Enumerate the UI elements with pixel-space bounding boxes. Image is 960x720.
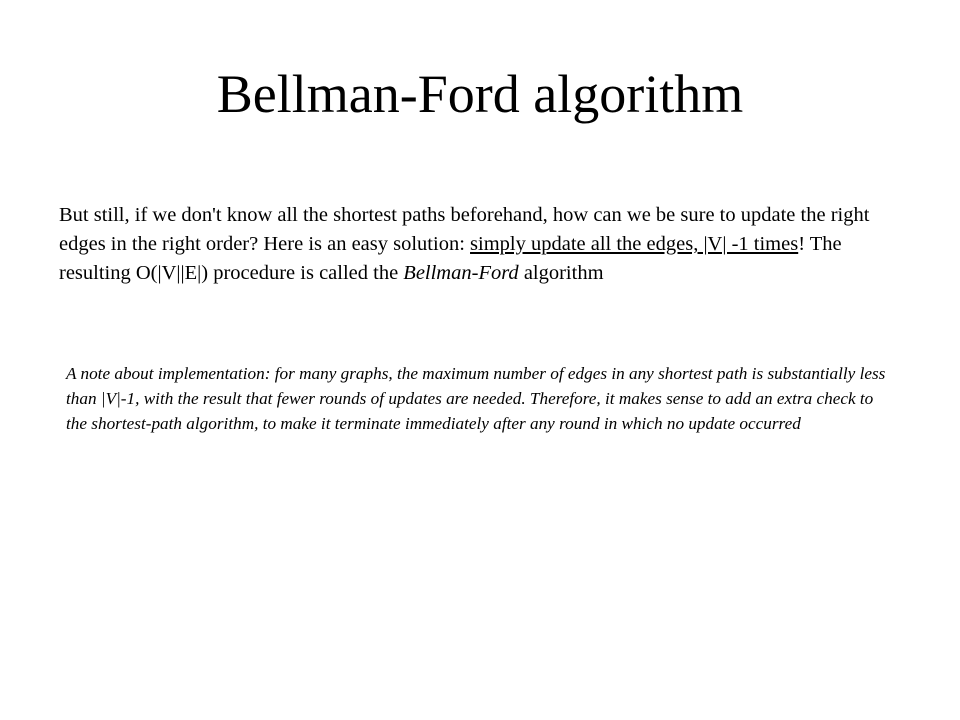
main-text-part3: algorithm — [518, 262, 604, 284]
main-paragraph — [59, 201, 904, 288]
main-text-underlined: simply update all the edges, |V| -1 times — [470, 233, 799, 255]
main-text-algorithm-name: Bellman-Ford — [403, 262, 519, 284]
main-text-part2: ! The resulting O(|V||E|) procedure is called the — [59, 233, 842, 284]
main-text-part1: But still, if we don't know all the shortest paths beforehand, how can we be sure to update the right edges in the right order? Here is an easy solution: — [59, 204, 870, 255]
implementation-note: A note about implementation: for many graphs, the maximum number of edges in any shortest path is substantially less than |V|-1, with the result that fewer rounds of updates are needed. Therefore, it makes sense to add an extra check to the shortest-path algorithm, to make it terminate immediately after any round in which no update occurred — [66, 364, 886, 433]
slide-title: Bellman-Ford algorithm — [216, 64, 744, 124]
